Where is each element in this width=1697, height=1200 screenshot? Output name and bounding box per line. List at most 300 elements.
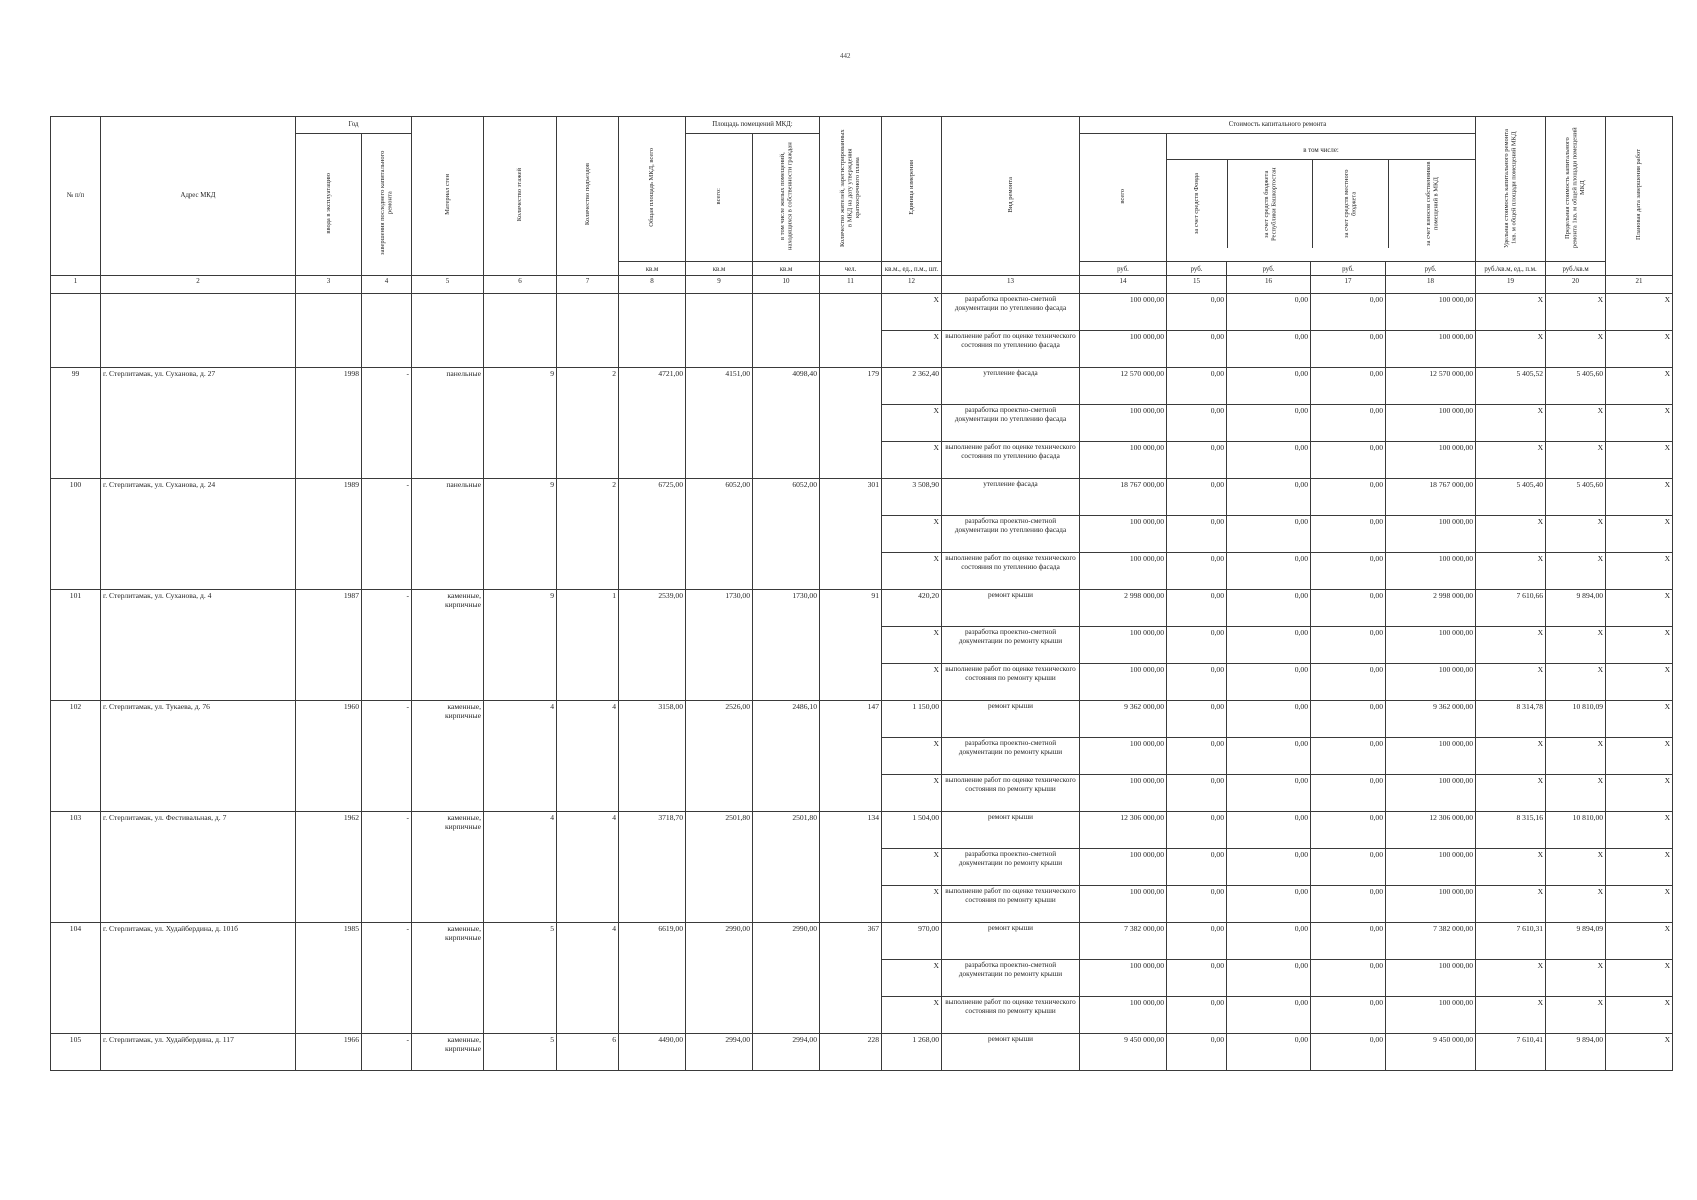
address-cell: г. Стерлитамак, ул. Фестивальная, д. 7: [101, 812, 296, 849]
area-residential-cell: [753, 294, 820, 331]
total-area-cell: 4721,00: [619, 368, 686, 405]
cost-fund-cell: 0,00: [1167, 405, 1227, 442]
area-residential-cell: [753, 442, 820, 479]
address-cell: [101, 516, 296, 553]
cost-owners-cell: 100 000,00: [1386, 516, 1476, 553]
row-number: 103: [51, 812, 101, 849]
unit-12: кв.м., ед., п.м., шт.: [882, 262, 942, 276]
cost-fund-cell: 0,00: [1167, 701, 1227, 738]
table-row: [51, 849, 1673, 886]
year-repair-cell: [362, 664, 412, 701]
hdr-cost-total: всего: [1080, 134, 1167, 262]
cost-republic-cell: 0,00: [1227, 405, 1311, 442]
floors-cell: [484, 960, 557, 997]
residents-cell: [820, 738, 882, 775]
total-area-cell: 4490,00: [619, 1034, 686, 1071]
wall-material-cell: [412, 960, 484, 997]
cost-owners-cell: 2 998 000,00: [1386, 590, 1476, 627]
year-built-cell: 1960: [296, 701, 362, 738]
unit-cost-cell: X: [1476, 405, 1546, 442]
cost-republic-cell: 0,00: [1227, 442, 1311, 479]
cost-total-cell: 12 570 000,00: [1080, 368, 1167, 405]
row-number: [51, 294, 101, 331]
unit-cost-cell: X: [1476, 775, 1546, 812]
work-type-cell: разработка проектно-сметной документации по ремонту крыши: [942, 627, 1080, 664]
floors-cell: [484, 516, 557, 553]
max-cost-cell: X: [1546, 738, 1606, 775]
unit-measure-cell: X: [882, 331, 942, 368]
unit-measure-cell: X: [882, 886, 942, 923]
year-repair-cell: -: [362, 590, 412, 627]
residents-cell: [820, 960, 882, 997]
cost-local-cell: 0,00: [1311, 442, 1386, 479]
entrances-cell: 4: [557, 812, 619, 849]
wall-material-cell: каменные, кирпичные: [412, 812, 484, 849]
entrances-cell: [557, 627, 619, 664]
cost-total-cell: 100 000,00: [1080, 738, 1167, 775]
year-built-cell: [296, 997, 362, 1034]
residents-cell: 301: [820, 479, 882, 516]
cost-local-cell: 0,00: [1311, 1034, 1386, 1071]
year-repair-cell: [362, 775, 412, 812]
cost-republic-cell: 0,00: [1227, 701, 1311, 738]
capital-repair-table: [50, 116, 1673, 1071]
wall-material-cell: [412, 886, 484, 923]
unit-measure-cell: 1 150,00: [882, 701, 942, 738]
unit-cost-cell: X: [1476, 849, 1546, 886]
work-type-cell: ремонт крыши: [942, 590, 1080, 627]
unit-cost-cell: 7 610,31: [1476, 923, 1546, 960]
cost-owners-cell: 12 306 000,00: [1386, 812, 1476, 849]
max-cost-cell: X: [1546, 442, 1606, 479]
year-repair-cell: [362, 516, 412, 553]
total-area-cell: [619, 960, 686, 997]
cost-local-cell: 0,00: [1311, 331, 1386, 368]
residents-cell: [820, 516, 882, 553]
floors-cell: 9: [484, 479, 557, 516]
residents-cell: [820, 886, 882, 923]
floors-cell: 4: [484, 812, 557, 849]
residents-cell: 147: [820, 701, 882, 738]
year-built-cell: 1987: [296, 590, 362, 627]
max-cost-cell: 5 405,60: [1546, 368, 1606, 405]
area-residential-cell: [753, 664, 820, 701]
cost-fund-cell: 0,00: [1167, 664, 1227, 701]
cost-fund-cell: 0,00: [1167, 738, 1227, 775]
cost-republic-cell: 0,00: [1227, 368, 1311, 405]
area-residential-cell: 2990,00: [753, 923, 820, 960]
cost-total-cell: 100 000,00: [1080, 627, 1167, 664]
wall-material-cell: [412, 516, 484, 553]
year-built-cell: [296, 627, 362, 664]
entrances-cell: [557, 405, 619, 442]
column-number: 18: [1386, 276, 1476, 294]
area-all-cell: 4151,00: [686, 368, 753, 405]
max-cost-cell: X: [1546, 849, 1606, 886]
cost-owners-cell: 100 000,00: [1386, 738, 1476, 775]
wall-material-cell: [412, 294, 484, 331]
cost-fund-cell: 0,00: [1167, 849, 1227, 886]
cost-total-cell: 100 000,00: [1080, 331, 1167, 368]
address-cell: [101, 553, 296, 590]
total-area-cell: [619, 738, 686, 775]
wall-material-cell: [412, 775, 484, 812]
planned-date-cell: X: [1606, 627, 1673, 664]
cost-republic-cell: 0,00: [1227, 775, 1311, 812]
year-repair-cell: [362, 960, 412, 997]
address-cell: [101, 331, 296, 368]
area-residential-cell: 1730,00: [753, 590, 820, 627]
year-built-cell: 1966: [296, 1034, 362, 1071]
residents-cell: [820, 664, 882, 701]
unit-measure-cell: X: [882, 553, 942, 590]
work-type-cell: разработка проектно-сметной документации по ремонту крыши: [942, 960, 1080, 997]
address-cell: г. Стерлитамак, ул. Суханова, д. 24: [101, 479, 296, 516]
year-repair-cell: -: [362, 923, 412, 960]
unit-9: кв.м: [686, 262, 753, 276]
hdr-work-type: Вид ремонта: [942, 117, 1080, 276]
row-number: 101: [51, 590, 101, 627]
year-built-cell: [296, 442, 362, 479]
cost-total-cell: 2 998 000,00: [1080, 590, 1167, 627]
unit-measure-cell: X: [882, 405, 942, 442]
area-residential-cell: [753, 516, 820, 553]
row-number: 100: [51, 479, 101, 516]
area-residential-cell: 4098,40: [753, 368, 820, 405]
unit-10: кв.м: [753, 262, 820, 276]
entrances-cell: 6: [557, 1034, 619, 1071]
cost-republic-cell: 0,00: [1227, 294, 1311, 331]
area-all-cell: [686, 997, 753, 1034]
address-cell: [101, 960, 296, 997]
floors-cell: 9: [484, 368, 557, 405]
total-area-cell: [619, 553, 686, 590]
residents-cell: 179: [820, 368, 882, 405]
cost-fund-cell: 0,00: [1167, 590, 1227, 627]
cost-republic-cell: 0,00: [1227, 516, 1311, 553]
address-cell: [101, 442, 296, 479]
hdr-year-built: ввода в эксплуатацию: [296, 134, 362, 276]
address-cell: [101, 405, 296, 442]
hdr-num: № п/п: [51, 117, 101, 276]
work-type-cell: выполнение работ по оценке технического состояния по ремонту крыши: [942, 886, 1080, 923]
residents-cell: 228: [820, 1034, 882, 1071]
cost-owners-cell: 100 000,00: [1386, 664, 1476, 701]
residents-cell: [820, 775, 882, 812]
cost-republic-cell: 0,00: [1227, 331, 1311, 368]
cost-local-cell: 0,00: [1311, 775, 1386, 812]
work-type-cell: разработка проектно-сметной документации по ремонту крыши: [942, 738, 1080, 775]
area-residential-cell: [753, 331, 820, 368]
cost-total-cell: 9 362 000,00: [1080, 701, 1167, 738]
unit-cost-cell: 8 315,16: [1476, 812, 1546, 849]
unit-measure-cell: X: [882, 664, 942, 701]
column-number-row: [51, 276, 1673, 294]
entrances-cell: [557, 886, 619, 923]
work-type-cell: выполнение работ по оценке технического состояния по ремонту крыши: [942, 775, 1080, 812]
planned-date-cell: X: [1606, 886, 1673, 923]
entrances-cell: 1: [557, 590, 619, 627]
area-residential-cell: 2501,80: [753, 812, 820, 849]
row-number: [51, 775, 101, 812]
column-number: 12: [882, 276, 942, 294]
wall-material-cell: каменные, кирпичные: [412, 590, 484, 627]
cost-owners-cell: 9 450 000,00: [1386, 1034, 1476, 1071]
wall-material-cell: [412, 405, 484, 442]
unit-cost-cell: X: [1476, 960, 1546, 997]
cost-owners-cell: 100 000,00: [1386, 405, 1476, 442]
wall-material-cell: [412, 442, 484, 479]
area-residential-cell: [753, 997, 820, 1034]
cost-total-cell: 100 000,00: [1080, 960, 1167, 997]
residents-cell: [820, 294, 882, 331]
hdr-cost-republic: за счет средств бюджета Республики Башкортостан: [1228, 160, 1313, 248]
cost-local-cell: 0,00: [1311, 849, 1386, 886]
floors-cell: 5: [484, 923, 557, 960]
row-number: [51, 997, 101, 1034]
planned-date-cell: X: [1606, 1034, 1673, 1071]
address-cell: [101, 627, 296, 664]
total-area-cell: [619, 516, 686, 553]
page-number: 442: [840, 52, 851, 60]
unit-measure-cell: X: [882, 775, 942, 812]
year-repair-cell: -: [362, 812, 412, 849]
planned-date-cell: X: [1606, 738, 1673, 775]
year-built-cell: 1989: [296, 479, 362, 516]
unit-measure-cell: 1 504,00: [882, 812, 942, 849]
table-row: [51, 590, 1673, 627]
max-cost-cell: 9 894,00: [1546, 1034, 1606, 1071]
max-cost-cell: X: [1546, 775, 1606, 812]
max-cost-cell: X: [1546, 516, 1606, 553]
unit-cost-cell: 8 314,78: [1476, 701, 1546, 738]
cost-republic-cell: 0,00: [1227, 590, 1311, 627]
row-number: 102: [51, 701, 101, 738]
max-cost-cell: 9 894,00: [1546, 590, 1606, 627]
area-residential-cell: [753, 775, 820, 812]
hdr-cost-fund: за счет средств Фонда: [1167, 160, 1228, 248]
year-repair-cell: [362, 886, 412, 923]
cost-republic-cell: 0,00: [1227, 849, 1311, 886]
max-cost-cell: 5 405,60: [1546, 479, 1606, 516]
max-cost-cell: X: [1546, 627, 1606, 664]
row-number: [51, 516, 101, 553]
floors-cell: [484, 849, 557, 886]
cost-owners-cell: 100 000,00: [1386, 331, 1476, 368]
max-cost-cell: X: [1546, 553, 1606, 590]
area-all-cell: [686, 849, 753, 886]
cost-total-cell: 100 000,00: [1080, 516, 1167, 553]
work-type-cell: ремонт крыши: [942, 701, 1080, 738]
unit-16: руб.: [1227, 262, 1311, 276]
table-row: [51, 627, 1673, 664]
unit-cost-cell: 5 405,40: [1476, 479, 1546, 516]
hdr-including: в том числе:: [1167, 147, 1475, 160]
unit-cost-cell: X: [1476, 553, 1546, 590]
unit-measure-cell: X: [882, 997, 942, 1034]
cost-local-cell: 0,00: [1311, 294, 1386, 331]
max-cost-cell: X: [1546, 664, 1606, 701]
wall-material-cell: панельные: [412, 479, 484, 516]
table-row: [51, 368, 1673, 405]
planned-date-cell: X: [1606, 923, 1673, 960]
floors-cell: [484, 405, 557, 442]
hdr-area-group: Площадь помещений МКД:: [686, 117, 820, 134]
address-cell: г. Стерлитамак, ул. Суханова, д. 27: [101, 368, 296, 405]
column-number: 15: [1167, 276, 1227, 294]
unit-15: руб.: [1167, 262, 1227, 276]
total-area-cell: [619, 405, 686, 442]
cost-owners-cell: 100 000,00: [1386, 442, 1476, 479]
area-all-cell: [686, 405, 753, 442]
cost-republic-cell: 0,00: [1227, 997, 1311, 1034]
year-repair-cell: [362, 997, 412, 1034]
cost-owners-cell: 100 000,00: [1386, 775, 1476, 812]
wall-material-cell: каменные, кирпичные: [412, 923, 484, 960]
year-repair-cell: -: [362, 701, 412, 738]
hdr-floors: Количество этажей: [484, 117, 557, 276]
cost-fund-cell: 0,00: [1167, 960, 1227, 997]
hdr-max-cost: Предельная стоимость капитального ремонта 1кв. м общей площади помещений МКД: [1546, 117, 1606, 262]
area-residential-cell: 2486,10: [753, 701, 820, 738]
wall-material-cell: [412, 738, 484, 775]
table-row: [51, 775, 1673, 812]
floors-cell: 4: [484, 701, 557, 738]
cost-total-cell: 100 000,00: [1080, 664, 1167, 701]
cost-total-cell: 100 000,00: [1080, 849, 1167, 886]
column-number: 19: [1476, 276, 1546, 294]
cost-owners-cell: 9 362 000,00: [1386, 701, 1476, 738]
max-cost-cell: X: [1546, 997, 1606, 1034]
cost-fund-cell: 0,00: [1167, 1034, 1227, 1071]
year-repair-cell: -: [362, 368, 412, 405]
unit-cost-cell: X: [1476, 738, 1546, 775]
cost-fund-cell: 0,00: [1167, 331, 1227, 368]
cost-fund-cell: 0,00: [1167, 368, 1227, 405]
total-area-cell: 6619,00: [619, 923, 686, 960]
cost-total-cell: 100 000,00: [1080, 775, 1167, 812]
unit-measure-cell: 2 362,40: [882, 368, 942, 405]
table-row: [51, 664, 1673, 701]
row-number: [51, 960, 101, 997]
residents-cell: [820, 442, 882, 479]
column-number: 8: [619, 276, 686, 294]
cost-owners-cell: 100 000,00: [1386, 553, 1476, 590]
unit-cost-cell: X: [1476, 442, 1546, 479]
hdr-year-group: Год: [296, 117, 412, 134]
year-built-cell: [296, 849, 362, 886]
hdr-total-area: Общая площадь МКД, всего: [619, 117, 686, 262]
cost-fund-cell: 0,00: [1167, 553, 1227, 590]
work-type-cell: разработка проектно-сметной документации по ремонту крыши: [942, 849, 1080, 886]
hdr-cost-owners: за счет взносов собственников помещений в МКД: [1424, 161, 1440, 247]
cost-fund-cell: 0,00: [1167, 923, 1227, 960]
table-row: [51, 960, 1673, 997]
unit-measure-cell: X: [882, 627, 942, 664]
row-number: 105: [51, 1034, 101, 1071]
wall-material-cell: [412, 997, 484, 1034]
max-cost-cell: 10 810,09: [1546, 701, 1606, 738]
unit-measure-cell: 420,20: [882, 590, 942, 627]
planned-date-cell: X: [1606, 664, 1673, 701]
planned-date-cell: X: [1606, 479, 1673, 516]
hdr-unit-measure: Единица измерения: [882, 117, 942, 262]
planned-date-cell: X: [1606, 516, 1673, 553]
cost-fund-cell: 0,00: [1167, 516, 1227, 553]
work-type-cell: выполнение работ по оценке технического состояния по ремонту крыши: [942, 664, 1080, 701]
work-type-cell: ремонт крыши: [942, 923, 1080, 960]
unit-18: руб.: [1386, 262, 1476, 276]
total-area-cell: 3718,70: [619, 812, 686, 849]
work-type-cell: выполнение работ по оценке технического состояния по утеплению фасада: [942, 442, 1080, 479]
wall-material-cell: [412, 627, 484, 664]
table-row: [51, 516, 1673, 553]
cost-fund-cell: 0,00: [1167, 479, 1227, 516]
area-all-cell: 2501,80: [686, 812, 753, 849]
cost-local-cell: 0,00: [1311, 812, 1386, 849]
cost-republic-cell: 0,00: [1227, 960, 1311, 997]
entrances-cell: [557, 738, 619, 775]
column-number: 1: [51, 276, 101, 294]
cost-local-cell: 0,00: [1311, 405, 1386, 442]
cost-owners-cell: 100 000,00: [1386, 294, 1476, 331]
cost-owners-cell: 100 000,00: [1386, 627, 1476, 664]
total-area-cell: [619, 886, 686, 923]
column-number: 16: [1227, 276, 1311, 294]
cost-owners-cell: 100 000,00: [1386, 997, 1476, 1034]
table-header: [51, 117, 1673, 294]
unit-17: руб.: [1311, 262, 1386, 276]
unit-measure-cell: X: [882, 294, 942, 331]
hdr-planned-date: Плановая дата завершения работ: [1606, 117, 1673, 276]
unit-measure-cell: X: [882, 849, 942, 886]
planned-date-cell: X: [1606, 590, 1673, 627]
area-residential-cell: 2994,00: [753, 1034, 820, 1071]
row-number: [51, 331, 101, 368]
address-cell: [101, 294, 296, 331]
table-row: [51, 331, 1673, 368]
table-row: [51, 553, 1673, 590]
table-row: [51, 812, 1673, 849]
year-built-cell: [296, 294, 362, 331]
cost-local-cell: 0,00: [1311, 553, 1386, 590]
area-all-cell: [686, 738, 753, 775]
column-number: 10: [753, 276, 820, 294]
year-built-cell: [296, 886, 362, 923]
row-number: 99: [51, 368, 101, 405]
row-number: [51, 442, 101, 479]
area-all-cell: [686, 553, 753, 590]
table-body: [51, 294, 1673, 1071]
year-built-cell: 1998: [296, 368, 362, 405]
year-repair-cell: [362, 331, 412, 368]
floors-cell: [484, 775, 557, 812]
area-all-cell: [686, 331, 753, 368]
area-all-cell: 1730,00: [686, 590, 753, 627]
work-type-cell: разработка проектно-сметной документации по утеплению фасада: [942, 405, 1080, 442]
residents-cell: [820, 627, 882, 664]
unit-measure-cell: X: [882, 738, 942, 775]
max-cost-cell: X: [1546, 294, 1606, 331]
area-residential-cell: [753, 405, 820, 442]
cost-fund-cell: 0,00: [1167, 442, 1227, 479]
cost-owners-cell: 18 767 000,00: [1386, 479, 1476, 516]
cost-total-cell: 100 000,00: [1080, 442, 1167, 479]
hdr-year-last-repair: завершения последнего капитального ремонта: [362, 134, 412, 276]
cost-total-cell: 100 000,00: [1080, 294, 1167, 331]
year-built-cell: [296, 405, 362, 442]
area-all-cell: [686, 775, 753, 812]
